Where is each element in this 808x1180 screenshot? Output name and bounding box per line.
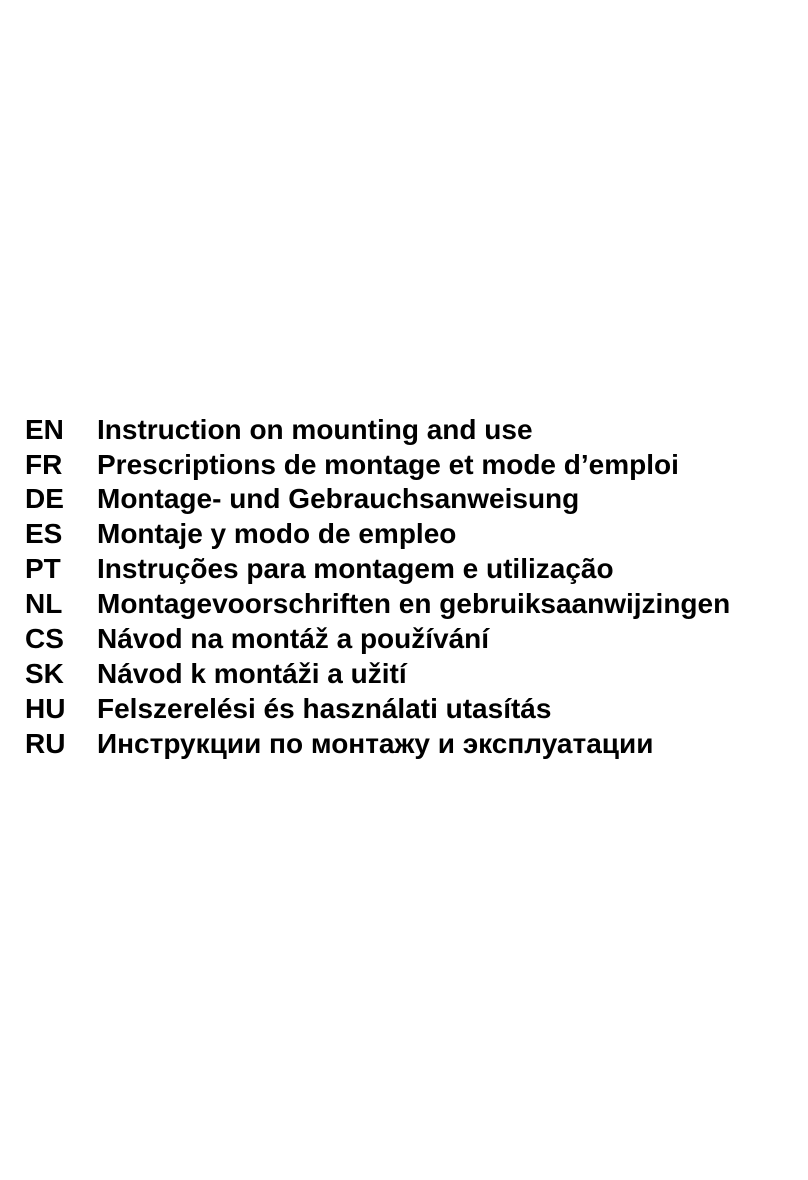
instruction-title-pt: Instruções para montagem e utilização: [97, 553, 614, 584]
instruction-title-hu: Felszerelési és használati utasítás: [97, 693, 552, 724]
language-code-fr: FR: [25, 449, 63, 480]
title-row-cs: [0, 622, 808, 656]
title-row-en: [0, 413, 808, 447]
language-code-de: DE: [25, 483, 64, 514]
language-code-nl: NL: [25, 588, 63, 619]
language-code-es: ES: [25, 518, 63, 549]
language-code-cs: CS: [25, 623, 64, 654]
instruction-title-ru: Инструкции по монтажу и эксплуатации: [97, 728, 654, 759]
title-row-pt: [0, 552, 808, 586]
instruction-title-en: Instruction on mounting and use: [97, 414, 533, 445]
instruction-title-fr: Prescriptions de montage et mode d’emploi: [97, 449, 679, 480]
language-code-en: EN: [25, 414, 64, 445]
instruction-title-es: Montaje y modo de empleo: [97, 518, 457, 549]
title-row-fr: [0, 448, 808, 482]
title-row-de: [0, 482, 808, 516]
instruction-title-nl: Montagevoorschriften en gebruiksaanwijzingen: [97, 588, 731, 619]
title-row-nl: [0, 587, 808, 621]
instruction-title-sk: Návod k montáži a užití: [97, 658, 407, 689]
language-code-ru: RU: [25, 728, 66, 759]
title-row-hu: [0, 692, 808, 726]
language-code-hu: HU: [25, 693, 66, 724]
title-row-es: [0, 517, 808, 551]
title-row-sk: [0, 657, 808, 691]
language-code-pt: PT: [25, 553, 61, 584]
language-code-sk: SK: [25, 658, 64, 689]
instruction-title-de: Montage- und Gebrauchsanweisung: [97, 483, 580, 514]
instruction-title-cs: Návod na montáž a používání: [97, 623, 490, 654]
title-row-ru: [0, 727, 808, 761]
